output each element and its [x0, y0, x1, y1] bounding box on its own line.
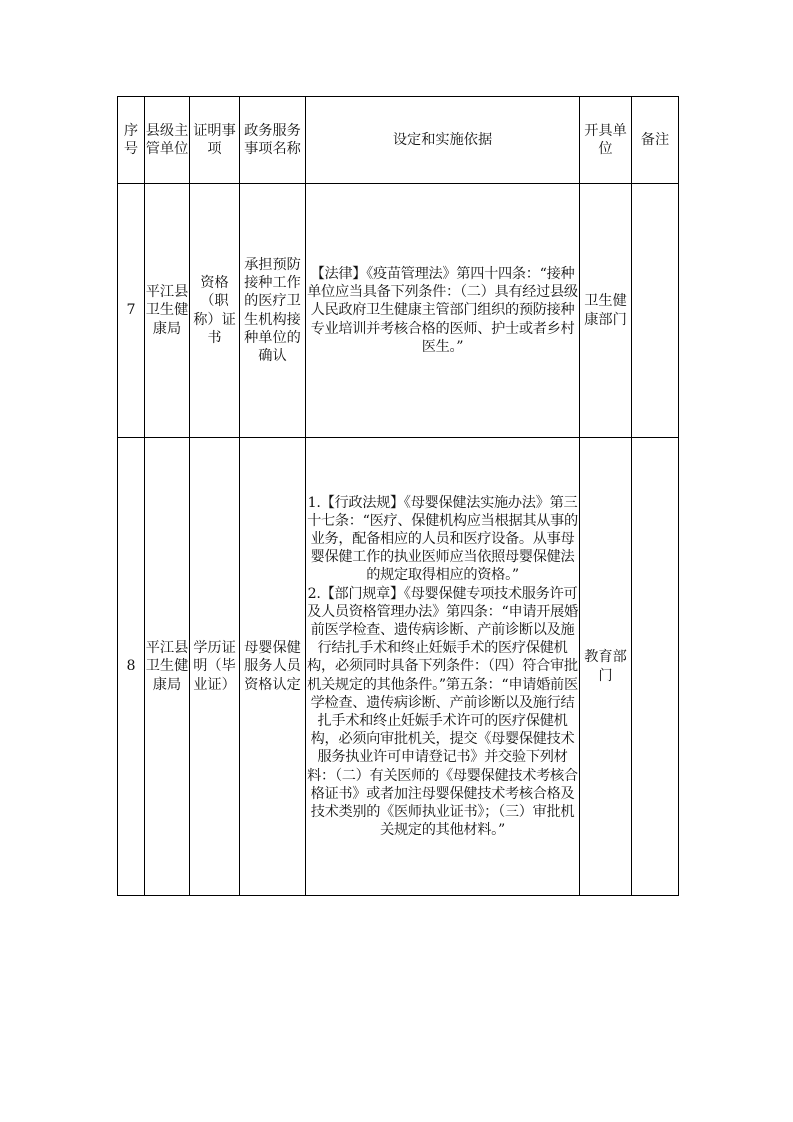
row-no: 7	[118, 184, 145, 438]
table-header-row	[118, 97, 679, 184]
row-proof: 学历证明（毕业证）	[190, 438, 240, 896]
row-remark	[632, 184, 679, 438]
row-basis: 【法律】《疫苗管理法》第四十四条：“接种单位应当具备下列条件：（二）具有经过县级人民政府卫生健康主管部门组织的预防接种专业培训并考核合格的医师、护士或者乡村医生。”	[306, 184, 580, 438]
header-proof: 证明事项	[190, 97, 240, 184]
row-issuer: 卫生健康部门	[580, 184, 632, 438]
header-issuer: 开具单位	[580, 97, 632, 184]
row-item: 母婴保健服务人员资格认定	[240, 438, 306, 896]
row-issuer: 教育部门	[580, 438, 632, 896]
row-item: 承担预防接种工作的医疗卫生机构接种单位的确认	[240, 184, 306, 438]
header-unit: 县级主管单位	[145, 97, 190, 184]
header-remark: 备注	[632, 97, 679, 184]
row-unit: 平江县卫生健康局	[145, 184, 190, 438]
table-row	[118, 438, 679, 896]
header-basis: 设定和实施依据	[306, 97, 580, 184]
row-no: 8	[118, 438, 145, 896]
header-no: 序号	[118, 97, 145, 184]
basis-clause-1: 1.【行政法规】《母婴保健法实施办法》第三十七条：“医疗、保健机构应当根据其从事的业务，配备相应的人员和医疗设备。从事母婴保健工作的执业医师应当依照母婴保健法的规定取得相应的资格。”	[307, 494, 578, 584]
row-unit: 平江县卫生健康局	[145, 438, 190, 896]
basis-clause-2: 2.【部门规章】《母婴保健专项技术服务许可及人员资格管理办法》第四条：“申请开展婚前医学检查、遗传病诊断、产前诊断以及施行结扎手术和终止妊娠手术的医疗保健机构，必须同时具备下列条件：（四）符合审批机关规定的其他条件。”第五条：“申请婚前医学检查、遗传病诊断、产前诊断以及施行结扎手术和终止妊娠手术许可的医疗保健机构，必须向审批机关，提交《母婴保健技术服务执业许可申请登记书》并交验下列材料：（二）有关医师的《母婴保健技术考核合格证书》或者加注母婴保健技术考核合格及技术类别的《医师执业证书》；（三）审批机关规定的其他材料。”	[307, 585, 578, 839]
row-remark	[632, 438, 679, 896]
table-row	[118, 184, 679, 438]
certification-table	[117, 96, 679, 896]
row-proof: 资格（职称）证书	[190, 184, 240, 438]
header-item: 政务服务事项名称	[240, 97, 306, 184]
row-basis	[306, 438, 580, 896]
